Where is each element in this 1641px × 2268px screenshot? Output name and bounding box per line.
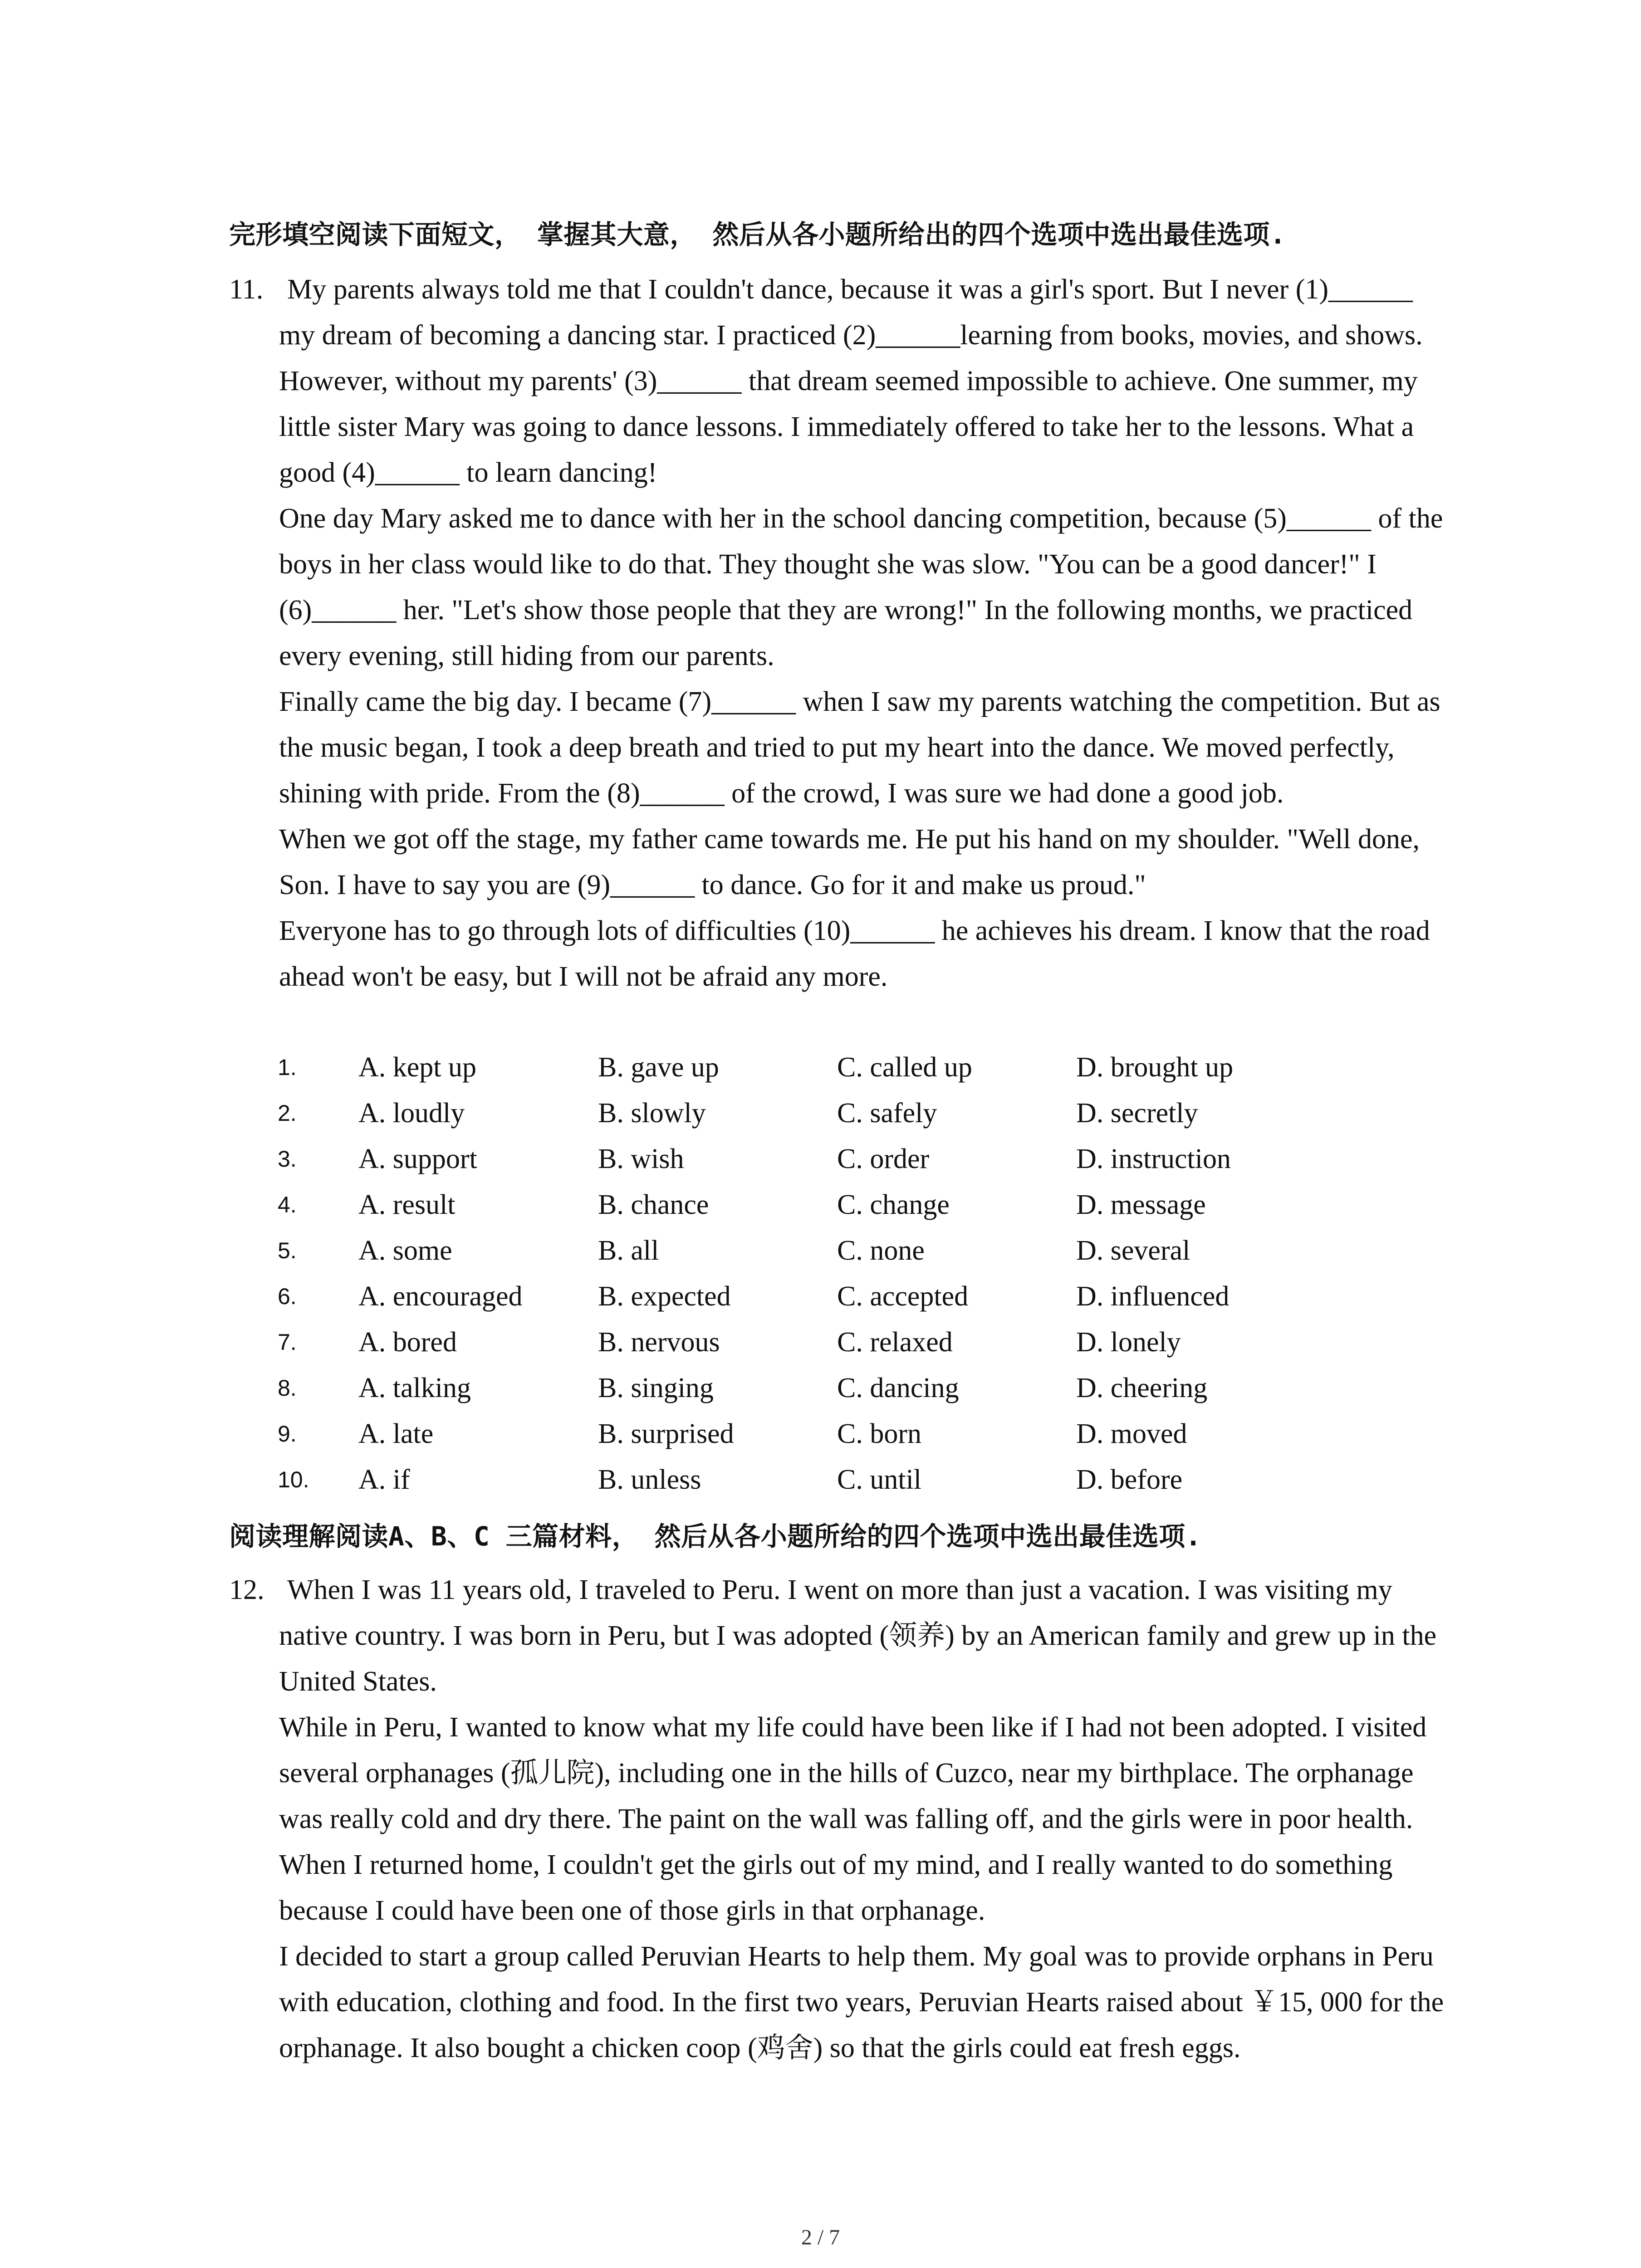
- option-c: C. none: [837, 1235, 925, 1266]
- option-number: 3.: [278, 1146, 297, 1172]
- passage-paragraph: When I was 11 years old, I traveled to Peru. I went on more than just a vacation. I was visiting my native country. I was born in Peru, but I was adopted (领养) by an American family and grew up in the United States.: [279, 1574, 1437, 1697]
- option-a: A. if: [358, 1464, 410, 1495]
- option-c: C. relaxed: [837, 1327, 953, 1358]
- option-b: B. wish: [598, 1144, 684, 1174]
- page-number: 2 / 7: [801, 2225, 840, 2249]
- section-heading-cloze: 完形填空阅读下面短文， 掌握其大意， 然后从各小题所给出的四个选项中选出最佳选项.: [229, 219, 1286, 250]
- passage-text: [279, 1567, 1450, 2071]
- option-row: [0, 1457, 1641, 1503]
- option-a: A. late: [358, 1418, 434, 1449]
- option-row: [0, 1411, 1641, 1457]
- option-b: B. unless: [598, 1464, 701, 1495]
- option-c: C. safely: [837, 1098, 937, 1129]
- option-c: C. dancing: [837, 1373, 959, 1403]
- option-row: [0, 1090, 1641, 1136]
- section-heading-reading: 阅读理解阅读A、B、C 三篇材料， 然后从各小题所给的四个选项中选出最佳选项.: [229, 1521, 1202, 1552]
- passage-paragraph: Finally came the big day. I became (7)______ when I saw my parents watching the competition. But as the music began, I took a deep breath and tried to put my heart into the dance. We moved perfectly, shining with pride. From the (8)______ of the crowd, I was sure we had done a good job.: [279, 686, 1440, 809]
- option-d: D. instruction: [1076, 1144, 1231, 1174]
- passage-paragraph: While in Peru, I wanted to know what my life could have been like if I had not been adopted. I visited several orphanages (孤儿院), including one in the hills of Cuzco, near my birthplace. The orphanage was really cold and dry there. The paint on the wall was falling off, and the girls were in poor health.: [279, 1712, 1427, 1834]
- question-number: 11.: [229, 274, 264, 305]
- option-d: D. influenced: [1076, 1281, 1230, 1312]
- option-number: 1.: [278, 1055, 297, 1080]
- option-number: 6.: [278, 1284, 297, 1309]
- passage-paragraph: My parents always told me that I couldn't dance, because it was a girl's sport. But I never (1)______ my dream of becoming a dancing star. I practiced (2)______learning from books, movies, and shows. However, without my parents' (3)______ that dream seemed impossible to achieve. One summer, my little sister Mary was going to dance lessons. I immediately offered to take her to the lessons. What a good (4)______ to learn dancing!: [279, 274, 1423, 488]
- option-row: [0, 1182, 1641, 1228]
- option-b: B. gave up: [598, 1052, 719, 1083]
- option-row: [0, 1365, 1641, 1411]
- option-number: 4.: [278, 1192, 297, 1217]
- option-number: 5.: [278, 1238, 297, 1263]
- option-number: 9.: [278, 1421, 297, 1447]
- passage-text: [279, 267, 1450, 1000]
- option-c: C. change: [837, 1189, 950, 1220]
- option-row: [0, 1045, 1641, 1090]
- option-row: [0, 1228, 1641, 1274]
- option-b: B. expected: [598, 1281, 731, 1312]
- question-number: 12.: [229, 1574, 265, 1605]
- option-d: D. message: [1076, 1189, 1206, 1220]
- option-a: A. encouraged: [358, 1281, 523, 1312]
- option-number: 2.: [278, 1100, 297, 1126]
- option-list: [0, 1045, 1641, 1503]
- option-d: D. cheering: [1076, 1373, 1208, 1403]
- option-row: [0, 1274, 1641, 1320]
- option-a: A. result: [358, 1189, 456, 1220]
- option-a: A. support: [358, 1144, 477, 1174]
- option-a: A. loudly: [358, 1098, 465, 1129]
- option-a: A. talking: [358, 1373, 471, 1403]
- option-c: C. called up: [837, 1052, 972, 1083]
- option-row: [0, 1320, 1641, 1365]
- option-c: C. until: [837, 1464, 922, 1495]
- option-d: D. several: [1076, 1235, 1190, 1266]
- passage-paragraph: Everyone has to go through lots of difficulties (10)______ he achieves his dream. I know that the road ahead won't be easy, but I will not be afraid any more.: [279, 915, 1430, 992]
- option-number: 10.: [278, 1467, 309, 1492]
- option-b: B. surprised: [598, 1418, 734, 1449]
- option-b: B. slowly: [598, 1098, 706, 1129]
- option-a: A. bored: [358, 1327, 457, 1358]
- option-d: D. moved: [1076, 1418, 1187, 1449]
- passage-paragraph: When we got off the stage, my father came towards me. He put his hand on my shoulder. "Well done, Son. I have to say you are (9)______ to dance. Go for it and make us proud.": [279, 824, 1420, 900]
- option-b: B. all: [598, 1235, 659, 1266]
- option-a: A. some: [358, 1235, 452, 1266]
- option-c: C. born: [837, 1418, 921, 1449]
- option-b: B. singing: [598, 1373, 714, 1403]
- option-number: 7.: [278, 1330, 297, 1355]
- option-d: D. brought up: [1076, 1052, 1234, 1083]
- option-d: D. secretly: [1076, 1098, 1198, 1129]
- option-number: 8.: [278, 1375, 297, 1401]
- passage-paragraph: When I returned home, I couldn't get the girls out of my mind, and I really wanted to do something because I could have been one of those girls in that orphanage.: [279, 1849, 1393, 1926]
- option-d: D. before: [1076, 1464, 1183, 1495]
- option-b: B. nervous: [598, 1327, 720, 1358]
- option-d: D. lonely: [1076, 1327, 1181, 1358]
- option-b: B. chance: [598, 1189, 709, 1220]
- option-a: A. kept up: [358, 1052, 477, 1083]
- passage-paragraph: One day Mary asked me to dance with her in the school dancing competition, because (5)______ of the boys in her class would like to do that. They thought she was slow. "You can be a good dancer!" I (6)______ her. "Let's show those people that they are wrong!" In the following months, we practiced every evening, still hiding from our parents.: [279, 503, 1443, 671]
- passage-paragraph: I decided to start a group called Peruvian Hearts to help them. My goal was to provide orphans in Peru with education, clothing and food. In the first two years, Peruvian Hearts raised about ￥15, 000 for the orphanage. It also bought a chicken coop (鸡舍) so that the girls could eat fresh eggs.: [279, 1941, 1444, 2063]
- option-c: C. accepted: [837, 1281, 969, 1312]
- option-row: [0, 1136, 1641, 1182]
- option-c: C. order: [837, 1144, 930, 1174]
